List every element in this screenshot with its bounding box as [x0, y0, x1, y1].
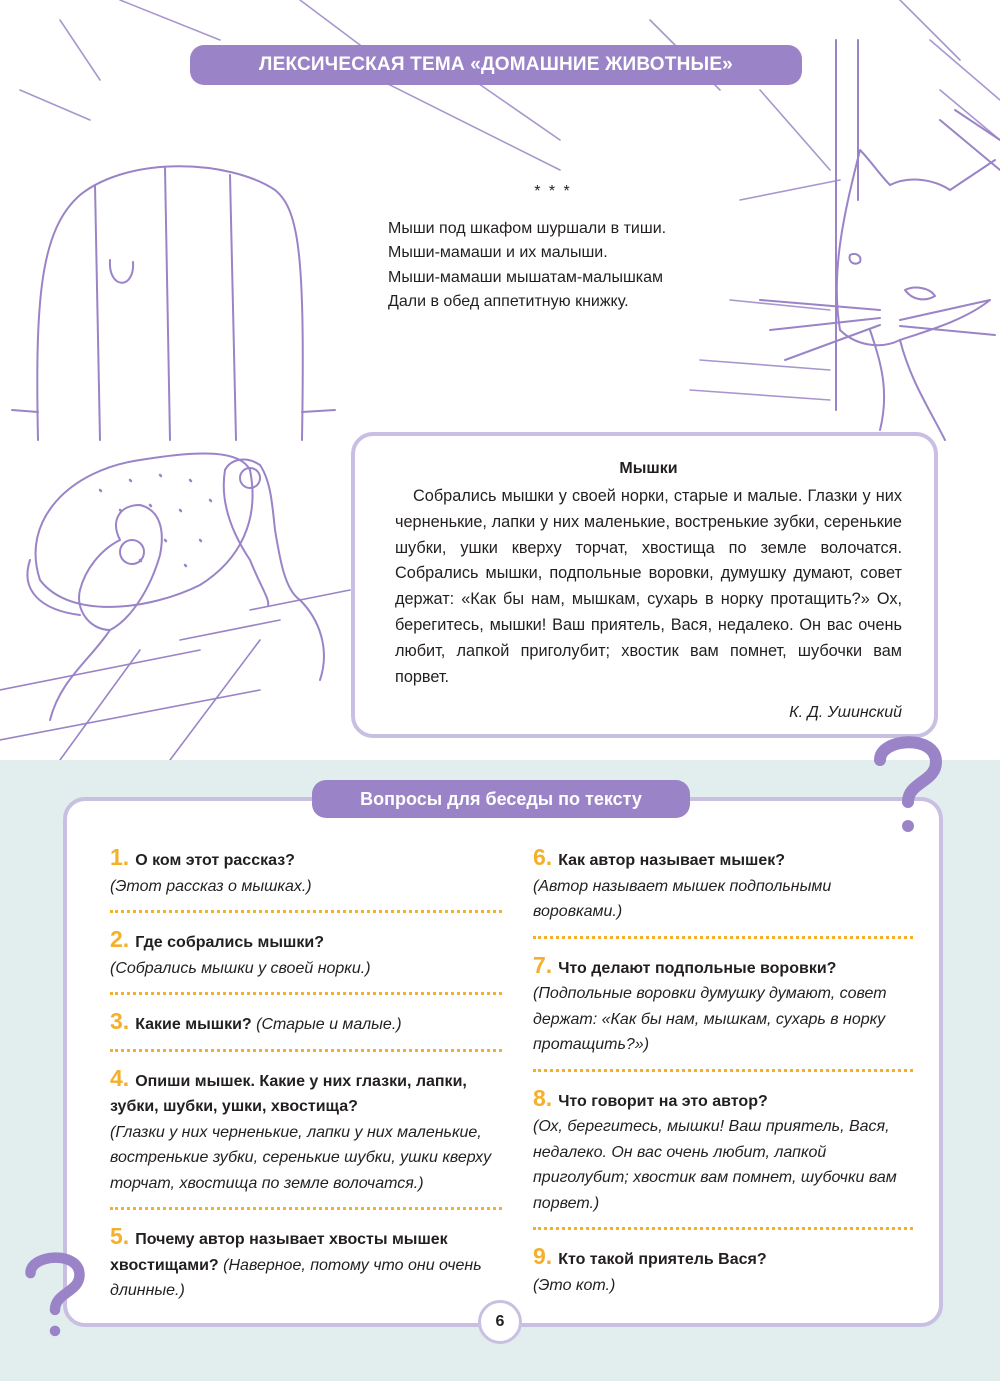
question-number: 9.: [533, 1243, 553, 1269]
question-text: Почему автор называет хвосты мышек хвостищами?: [110, 1231, 448, 1274]
story-box: [351, 432, 938, 738]
dotted-divider: [533, 1066, 913, 1072]
answer-text: (Этот рассказ о мышках.): [110, 877, 312, 895]
poem-stars: * * *: [534, 183, 572, 200]
answer-text: (Глазки у них черненькие, лапки у них маленькие, востренькие зубки, серенькие шубки, ушки кверху торчат, хвостища по земле волочатся.): [110, 1123, 492, 1192]
dotted-divider: [110, 1046, 502, 1052]
question-number: 4.: [110, 1064, 130, 1091]
poem-line: Мыши-мамаши мышатам-малышкам: [388, 268, 664, 286]
answer-text: (Ох, берегитесь, мышки! Ваш приятель, Вася, недалеко. Он вас очень любит, лапкой приголубит; хвостик вам помнет, шубочки вам порвет.): [533, 1118, 897, 1212]
story-author: К. Д. Ушинский: [789, 704, 902, 722]
question-item: [533, 845, 913, 933]
question-number: 8.: [533, 1084, 553, 1111]
topic-banner: ЛЕКСИЧЕСКАЯ ТЕМА «ДОМАШНИЕ ЖИВОТНЫЕ»: [190, 45, 802, 85]
dotted-divider: [533, 933, 913, 939]
questions-banner: Вопросы для беседы по тексту: [312, 780, 690, 818]
story-text: Собрались мышки у своей норки, старые и малые. Глазки у них черненькие, лапки у них маленькие, востренькие зубки, серенькие шубки, ушки кверху торчат, хвостища по земле волочатся. Собрались мышки, подпольные воровки, думушку думают, совет держат: «Как бы нам, мышкам, сухарь в норку протащить?» Ох, берегитесь, мышки! Ваш приятель, Вася, недалеко. Он вас очень любит, лапкой приголубит; хвостик вам помнет, шубочки вам порвет.: [395, 487, 902, 686]
answer-text: (Это кот.): [533, 1276, 616, 1294]
answer-text: (Наверное, потому что они очень длинные.): [110, 1256, 482, 1299]
page-number: 6: [478, 1300, 522, 1344]
dotted-divider: [110, 989, 502, 995]
cat-drawing: [760, 110, 1000, 440]
question-item: [533, 953, 913, 1066]
question-mark-icon: [868, 730, 948, 840]
dotted-divider: [533, 1224, 913, 1230]
question-item: [110, 927, 502, 989]
answer-text: (Собрались мышки у своей норки.): [110, 959, 371, 977]
question-number: 2.: [110, 926, 130, 952]
poem-line: Мыши-мамаши и их малыши.: [388, 244, 608, 261]
question-number: 7.: [533, 951, 553, 978]
dotted-divider: [110, 1204, 502, 1210]
question-number: 3.: [110, 1008, 130, 1034]
question-text: Какие мышки?: [135, 1016, 252, 1033]
answer-text: (Автор называет мышек подпольными воровками.): [533, 877, 832, 920]
answer-text: (Старые и малые.): [256, 1016, 402, 1033]
question-text: Опиши мышек. Какие у них глазки, лапки, зубки, шубки, ушки, хвостища?: [110, 1072, 467, 1115]
question-text: О ком этот рассказ?: [135, 852, 295, 869]
door-frame: [836, 40, 858, 410]
question-item: [110, 845, 502, 907]
question-text: Где собрались мышки?: [135, 934, 325, 951]
question-text: Что делают подпольные воровки?: [558, 959, 837, 977]
poem: [388, 180, 748, 315]
mice-drawing: [50, 460, 324, 720]
question-item: [110, 1066, 502, 1205]
question-item: [110, 1224, 502, 1312]
question-text: Как автор называет мышек?: [558, 852, 786, 869]
question-item: [110, 1009, 502, 1046]
poem-line: Дали в обед аппетитную книжку.: [388, 293, 629, 310]
floor-lines: [0, 590, 350, 760]
questions-right-column: [533, 845, 913, 1306]
question-number: 5.: [110, 1223, 130, 1249]
rusk-drawing: [27, 453, 252, 615]
answer-text: (Подпольные воровки думушку думают, совет держат: «Как бы нам, мышкам, сухарь в норку протащить?»): [533, 985, 887, 1053]
questions-left-column: [110, 845, 502, 1312]
story-title: Мышки: [619, 460, 678, 477]
question-number: 1.: [110, 844, 130, 870]
small-door: [12, 166, 335, 440]
question-item: [533, 1244, 913, 1306]
question-text: Что говорит на это автор?: [558, 1092, 768, 1110]
poem-line: Мыши под шкафом шуршали в тиши.: [388, 219, 667, 237]
question-mark-icon: [20, 1245, 90, 1345]
question-text: Кто такой приятель Вася?: [558, 1251, 767, 1268]
dotted-divider: [110, 907, 502, 913]
question-item: [533, 1086, 913, 1225]
question-number: 6.: [533, 844, 553, 870]
